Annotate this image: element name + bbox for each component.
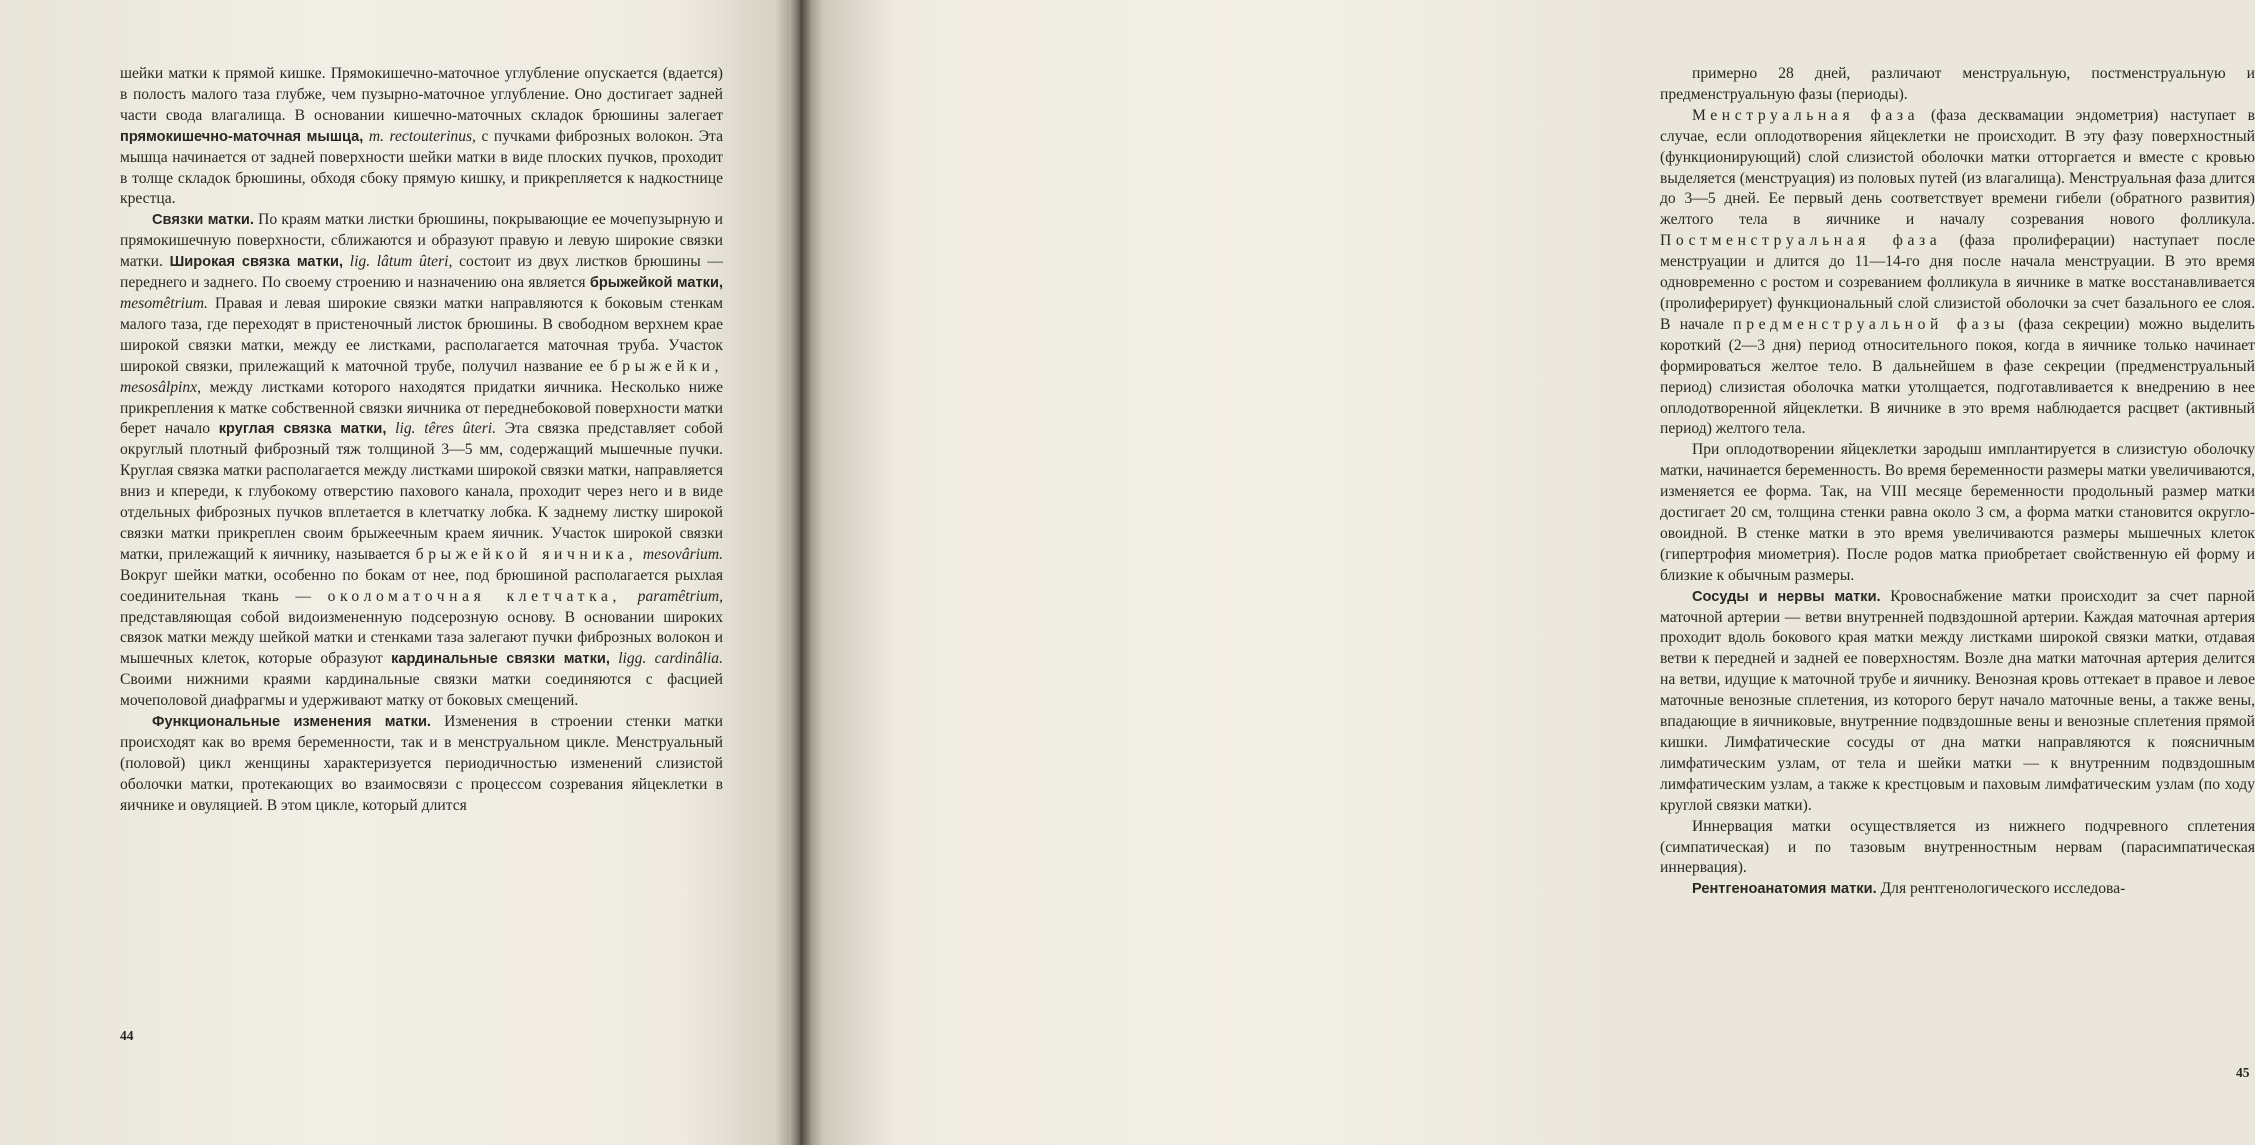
bold-term: кардинальные связки матки, <box>391 651 610 668</box>
text-run: По краям матки листки брюшины, покрывающие ее мочепузырную и прямокишечную поверхности, сближаются и образуют правую и левую широкие связки матки. <box>120 211 723 271</box>
book-gutter <box>789 0 811 1145</box>
right-page-text <box>1660 64 2255 900</box>
right-page <box>800 0 2255 1145</box>
text-run: (фаза секреции) можно выделить короткий (2—3 дня) период относительного покоя, когда в яичнике только начинает формироваться желтое тело. В дальнейшем в фазе секреции (предменструальный период) слизистая оболочка матки утолщается, подготавливается к внедрению в нее оплодотворенной яйцеклетки. В яичнике в это время наблюдается расцвет (активный период) желтого тела. <box>1660 315 2255 438</box>
latin-term: mesosâlpinx, <box>120 378 201 396</box>
text-run: шейки матки к прямой кишке. Прямокишечно-маточное углубление опускается (вдается) в полость малого таза глубже, чем пузырно-маточное углубление. Оно достигает задней части свода влагалища. В основании кишечно-маточных складок брюшины залегает <box>120 65 723 124</box>
spaced-term: предменструальной фазы <box>1733 315 2009 333</box>
spaced-term: околоматочная клетчатка, <box>327 587 622 605</box>
latin-term: lig. lâtum ûteri, <box>349 253 453 271</box>
text-run <box>610 650 618 667</box>
page-number-left: 44 <box>120 1028 134 1043</box>
latin-term: paramêtrium, <box>637 587 723 605</box>
text-run: с пучками фиброзных волокон. Эта мышца начинается от задней поверхности шейки матки в виде плоских пучков, проходит в толще складок брюшины, обходя сбоку прямую кишку, и прикрепляется к надкостнице крестца. <box>120 127 723 208</box>
spaced-term: Постменструальная фаза <box>1660 232 1942 250</box>
text-run: Иннервация матки осуществляется из нижнего подчревного сплетения (симпатическая) и по тазовым внутренностным нервам (парасимпатическая иннервация). <box>1660 817 2255 877</box>
paragraph <box>1660 106 2255 441</box>
text-run: Своими нижними краями кардинальные связки матки соединяются с фасцией мочеполовой диафрагмы и удерживают матку от боковых смещений. <box>120 671 723 710</box>
bold-term: Широкая связка матки, <box>169 254 344 271</box>
paragraph <box>1660 587 2255 817</box>
paragraph <box>1660 440 2255 586</box>
text-run: Правая и левая широкие связки матки направляются к боковым стенкам малого таза, где переходят в пристеночный листок брюшины. В свободном верхнем крае широкой связки матки, между ее листками, располагается маточная труба. Участок широкой связки, прилежащий к маточной трубе, получил название ее <box>120 294 723 375</box>
paragraph <box>120 64 723 210</box>
text-run: Вокруг шейки матки, особенно по бокам от нее, под брюшиной располагается рыхлая соединительная ткань — <box>120 566 723 605</box>
spaced-term: Менструальная фаза <box>1692 106 1920 124</box>
text-run: (фаза десквамации эндометрия) наступает в случае, если оплодотворения яйцеклетки не происходит. В эту фазу поверхностный (функционирующий) слой слизистой оболочки матки отторгается и вместе с кровью выделяется (менструация) из половых путей (из влагалища). Менструальная фаза длится до 3—5 дней. Ее первый день соответствует времени гибели (обратного развития) желтого тела в яичнике и началу созревания нового фолликула. <box>1660 106 2255 229</box>
paragraph <box>120 210 723 712</box>
bold-term: прямокишечно-маточная мышца, <box>120 128 364 145</box>
text-run: Для рентгенологического исследова- <box>1876 880 2126 898</box>
text-run: (фаза пролиферации) наступает после менструации и длится до 11—14-го дня после начала менструации. В это время одновременно с ростом и созреванием фолликула в яичнике в матке восстанавливается (пролиферирует) функциональный слой слизистой оболочки за счет базального ее слоя. В начале <box>1660 232 2255 333</box>
spaced-term: брыжейкой яичника, <box>415 545 638 563</box>
bold-term: Функциональные изменения матки. <box>152 714 431 731</box>
latin-term: ligg. cardinâlia. <box>618 650 723 668</box>
bold-term: Сосуды и нервы матки. <box>1692 588 1881 605</box>
text-run: примерно 28 дней, различают менструальную, постменструальную и предменструальную фазы (периоды). <box>1660 65 2255 103</box>
text-run: Изменения в строении стенки матки происходят как во время беременности, так и в менструальном цикле. Менструальный (половой) цикл женщины характеризуется периодичностью изменений слизистой оболочки матки, протекающих во взаимосвязи с процессом созревания яйцеклетки в яичнике и овуляцией. В этом цикле, который длится <box>120 713 723 814</box>
text-run: состоит из двух листков брюшины — переднего и заднего. По своему строению и назначению она является <box>120 253 723 292</box>
page-number-right: 45 <box>2236 1065 2250 1080</box>
left-page <box>0 0 800 1145</box>
text-run: Эта связка представляет собой округлый плотный фиброзный тяж толщиной 3—5 мм, содержащий мышечные пучки. Круглая связка матки располагается между листками широкой связки матки, направляется вниз и кпереди, к глубокому отверстию пахового канала, проходит через него и в виде отдельных фиброзных пучков вплетается в клетчатку лобка. К заднему листку широкой связки матки прикреплен своим брыжеечным краем яичник. Участок широкой связки матки, прилежащий к яичнику, называется <box>120 420 723 563</box>
paragraph <box>1660 879 2255 900</box>
text-run: представляющая собой видоизмененную подсерозную основу. В основании широких связок матки между шейкой матки и стенками таза залегают пучки фиброзных волокон и мышечных клеток, которые образуют <box>120 608 723 668</box>
latin-term: mesovârium. <box>642 545 723 563</box>
latin-term: m. rectouterinus, <box>368 127 476 145</box>
paragraph <box>1660 817 2255 880</box>
text-run: При оплодотворении яйцеклетки зародыш имплантируется в слизистую оболочку матки, начинается беременность. Во время беременности размеры матки увеличиваются, изменяется ее форма. Так, на VIII месяце беременности продольный размер матки достигает 20 см, толщина стенки равна около 3 см, а форма матки становится округло-овоидной. В стенке матки в это время увеличиваются размеры мышечных клеток (гипертрофия миометрия). После родов матка приобретает свойственную ей форму и близкие к обычным размеры. <box>1660 441 2255 584</box>
bold-term: круглая связка матки, <box>218 421 387 438</box>
bold-term: Связки матки. <box>152 212 254 229</box>
text-run <box>621 588 638 605</box>
bold-term: Рентгеноанатомия матки. <box>1692 881 1877 898</box>
latin-term: lig. têres ûteri. <box>395 420 497 438</box>
paragraph <box>1660 64 2255 106</box>
paragraph <box>120 712 723 817</box>
text-run <box>386 420 395 437</box>
text-run <box>343 253 350 270</box>
text-run: Кровоснабжение матки происходит за счет парной маточной артерии — ветви внутренней подвздошной артерии. Каждая маточная артерия проходит вдоль бокового края матки между листками широкой связки матки, отдавая ветви к передней и задней ее поверхностям. Возле дна матки маточная артерия делится на ветви, идущие к маточной трубе и яичнику. Венозная кровь оттекает в правое и левое маточные венозные сплетения, из которого берут начало маточные вены, а также вены, впадающие в яичниковые, внутренние подвздошные вены и венозные сплетения прямой кишки. Лимфатические сосуды от дна матки направляются к поясничным лимфатическим узлам, от тела и шейки матки — к внутренним подвздошным лимфатическим узлам, а также к крестцовым и паховым лимфатическим узлам (по ходу круглой связки матки). <box>1660 587 2255 814</box>
latin-term: mesomêtrium. <box>120 294 208 312</box>
bold-term: брыжейкой матки, <box>589 275 723 292</box>
spaced-term: брыжейки, <box>609 357 723 375</box>
left-page-text <box>120 64 723 817</box>
text-run: между листками которого находятся придатки яичника. Несколько ниже прикрепления к матке собственной связки яичника от переднебоковой поверхности матки берет начало <box>120 378 723 438</box>
